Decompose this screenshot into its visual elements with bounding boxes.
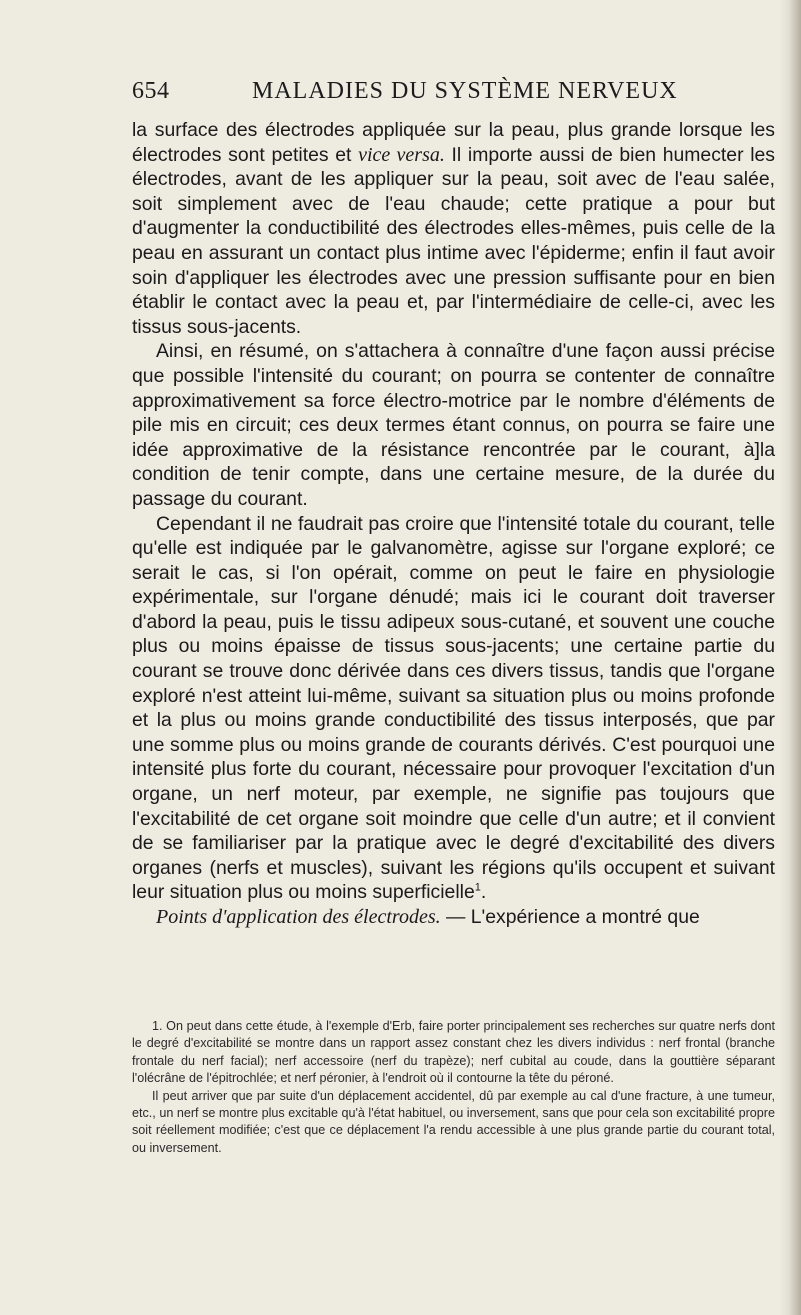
footnotes	[132, 1018, 775, 1157]
body-text	[132, 118, 775, 930]
footnote-1: 1. On peut dans cette étude, à l'exemple d'Erb, faire porter principalement ses recherches sur quatre nerfs dont le degré d'excitabilité se montre dans un rapport assez constant chez les divers individus : nerf frontal (branche frontale du nerf facial); nerf accessoire (nerf du trapèze); nerf cubital au coude, dans la gouttière séparant l'olécrâne de l'épitrochlée; et nerf péronier, à l'endroit où il contourne la tête du péroné.	[132, 1019, 775, 1086]
paragraph-3-end: .	[480, 881, 487, 904]
paragraph-3-text: Cependant il ne faudrait pas croire que l'intensité totale du courant, telle qu'elle est indiquée par le galvanomètre, agisse sur l'organe exploré; ce serait le cas, si l'on opérait, comme on peut le faire en physiologie expérimentale, sur l'organe dénudé; mais ici le courant doit traverser d'abord la peau, puis le tissu adipeux sous-cutané, et souvent une couche plus ou moins épaisse de tissus sous-jacents; une certaine partie du courant se trouve donc dérivée dans ces divers tissus, tandis que l'organe exploré n'est atteint lui-même, suivant sa situation plus ou moins profonde et la plus ou moins grande conductibilité des tissus interposés, que par une somme plus ou moins grande de courants dérivés. C'est pourquoi une intensité plus forte du courant, nécessaire pour provoquer l'excitation d'un organe, un nerf moteur, par exemple, ne signifie pas toujours que l'excitabilité de cet organe soit moindre que celle d'un autre; et il convient de se familiariser par la pratique avec le degré d'excitabilité des divers organes (nerfs et muscles), suivant les régions qu'ils occupent et suivant leur situation plus ou moins superficielle	[132, 512, 775, 904]
paragraph-4-rest: — L'expérience a montré que	[440, 906, 700, 928]
page-edge-shadow	[779, 0, 801, 1315]
paragraph-1-rest: Il importe aussi de bien humecter les électrodes, avant de les appliquer sur la peau, soit avec de l'eau salée, soit simplement avec de l'eau chaude; cette pratique a pour but d'augmenter la conductibilité des électrodes elles-mêmes, puis celle de la peau en assurant un contact plus intime avec l'épiderme; enfin il faut avoir soin d'appliquer les électrodes avec une pression suffisante pour en bien établir le contact avec la peau et, par l'intermédiaire de celle-ci, avec les tissus sous-jacents.	[132, 143, 775, 338]
paragraph-3	[132, 512, 775, 906]
section-heading-italic: Points d'application des électrodes.	[156, 906, 441, 928]
page-header	[132, 78, 732, 112]
paragraph-4	[132, 905, 775, 930]
running-title: MALADIES DU SYSTÈME NERVEUX	[252, 78, 678, 104]
paragraph-1-text: la surface des électrodes appliquée sur la peau, plus grande lorsque les électrodes sont petites et	[132, 119, 775, 166]
footnote-1-continued: Il peut arriver que par suite d'un déplacement accidentel, dû par exemple au cal d'une fracture, à une tumeur, etc., un nerf se montre plus excitable qu'à l'état habituel, ou inversement, sans que pour cela son excitabilité propre soit réellement modifiée; c'est que ce déplacement l'a rendu accessible à une plus grande partie du courant total, ou inversement.	[132, 1088, 775, 1155]
page-number: 654	[132, 78, 170, 104]
paragraph-1-italic: vice versa.	[358, 143, 445, 166]
paragraph-1	[132, 118, 775, 339]
paragraph-2: Ainsi, en résumé, on s'attachera à connaître d'une façon aussi précise que possible l'intensité du courant; on pourra se contenter de connaître approximativement sa force électro-motrice par le nombre d'éléments de pile mis en circuit; ces deux termes étant connus, on pourra se faire une idée approximative de la résistance rencontrée par le courant, à]la condition de tenir compte, dans une certaine mesure, de la durée du passage du courant.	[132, 340, 775, 510]
footnote-reference: 1	[474, 881, 481, 894]
